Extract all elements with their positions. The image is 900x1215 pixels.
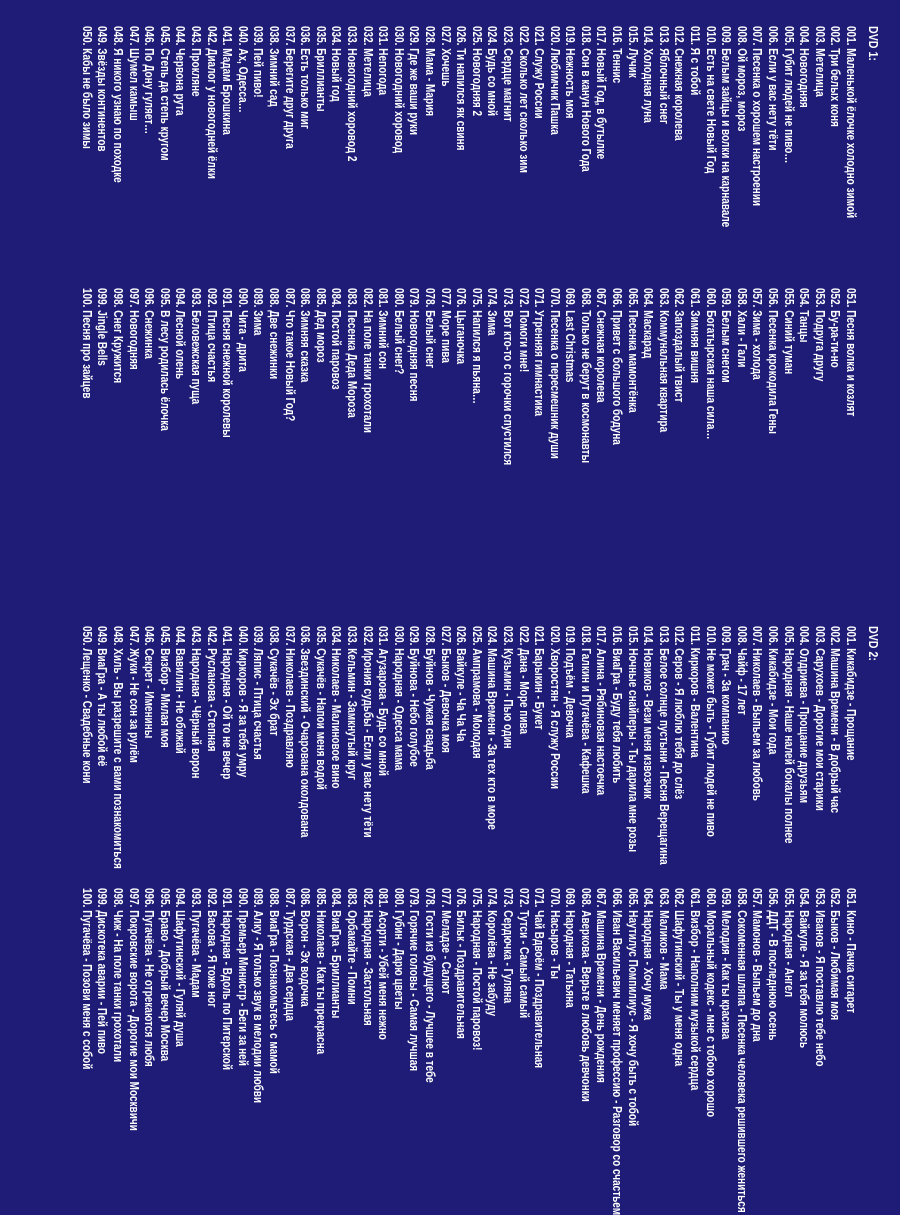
track-item: 075. Напился я пьяна… <box>469 288 484 404</box>
track-item: 076. Бильк - Поздравительная <box>454 888 469 1039</box>
track-item: 008. Ой мороз, мороз <box>734 26 749 132</box>
track-item: 100. Песня про зайцев <box>79 288 94 399</box>
track-item: 005. Народная - Наше налей бокалы полнее <box>781 626 796 844</box>
dvd-2-tracks-1-50 <box>78 626 858 902</box>
track-item: 041. Народная - Ой то не вечер <box>220 626 235 780</box>
track-item: 095. В лесу родилась ёлочка <box>157 288 172 431</box>
track-item: 077. Море пива <box>438 288 453 363</box>
track-item: 003. Сарухоев - Дорогие мои старики <box>812 626 827 811</box>
track-item: 092. Птица счастья <box>204 288 219 383</box>
track-item: 071. Чай Вдвоём - Поздравительная <box>532 888 547 1069</box>
track-item: 088. ВиаГра - Познакомьтесь с мамой <box>267 888 282 1074</box>
track-item: 024. Будь со мной <box>485 26 500 117</box>
track-item: 073. Сердючка - Гуляна <box>500 888 515 1004</box>
track-item: 089. Алку - Я только звук в мелодии любви <box>251 888 266 1104</box>
track-item: 006. Если у вас нету тёти <box>766 26 781 151</box>
track-item: 073. Вот кто-то с горочки спустился <box>500 288 515 466</box>
track-item: 023. Кузьмин - Пью один <box>500 626 515 749</box>
track-item: 044. Червона рута <box>173 26 188 116</box>
track-item: 090. Чита - дрита <box>235 288 250 372</box>
dvd-1-tracks-51-100 <box>78 288 858 564</box>
track-item: 098. Чиж - На поле танки грохотали <box>111 888 126 1063</box>
track-item: 069. Народная - Татьяна <box>563 888 578 1008</box>
track-item: 039. Пей пиво! <box>251 26 266 98</box>
dvd-2-tracks-51-100 <box>78 888 858 1215</box>
track-item: 046. По Дону гуляет… <box>142 26 157 135</box>
track-item: 004. Новогодняя <box>797 26 812 108</box>
track-item: 010. Есть на свете Новый Год <box>703 26 718 174</box>
track-item: 057. Мамонов - Выпьем до дна <box>750 888 765 1042</box>
track-item: 096. Пугачёва - Не отрекаются любя <box>142 888 157 1067</box>
track-item: 086. Зимняя сказка <box>298 288 313 383</box>
track-item: 015. Ночные снайперы - Ты дарила мне розы <box>625 626 640 853</box>
track-item: 028. Буйнов - Чужая свадьба <box>422 626 437 770</box>
track-item: 092. Васова - Я тоже ног <box>204 888 219 1008</box>
track-item: 017. Новый Год, в бутылке <box>594 26 609 160</box>
track-item: 035. Бриллианты <box>313 26 328 112</box>
track-item: 037. Берегите друг друга <box>282 26 297 149</box>
track-item: 094. Лесной олень <box>173 288 188 380</box>
track-item: 040. Ах, Одесса… <box>235 26 250 113</box>
track-item: 095. Браво - Добрый вечер Москва <box>157 888 172 1062</box>
track-item: 076. Цыганочка <box>454 288 469 365</box>
track-item: 065. Песенка мамонтёнка <box>625 288 640 413</box>
track-item: 098. Снег Кружится <box>111 288 126 384</box>
track-item: 099. Дискотека аварии - Пей пиво <box>95 888 110 1055</box>
track-item: 051. Песня волка и козлят <box>844 288 858 417</box>
track-item: 034. Новый год <box>329 26 344 102</box>
track-item: 054. Вайкуле - Я за тебя молюсь <box>797 888 812 1048</box>
track-item: 032. Метелица <box>360 26 375 97</box>
track-item: 029. Буйнова - Небо голубое <box>407 626 422 767</box>
track-item: 038. Сукачёв - Эх брат <box>267 626 282 736</box>
track-item: 031. Агузарова - Будь со мной <box>376 626 391 776</box>
track-item: 099. Jingle Bells <box>95 288 110 366</box>
track-item: 008. Чайф - 17 лет <box>734 626 749 716</box>
track-item: 050. Лещенко - Свадебные кони <box>79 626 94 784</box>
track-item: 001. Маленькой ёлочке холодно зимой <box>844 26 858 219</box>
track-item: 058. Сокоменная шляпа - Песенка человека решившего жениться <box>734 888 749 1213</box>
track-item: 034. Николаев - Малиновое вино <box>329 626 344 789</box>
track-item: 012. Снежная королева <box>672 26 687 141</box>
track-item: 026. Вайкуле - Ча Ча Ча <box>454 626 469 742</box>
dvd-2-panel <box>0 600 900 1215</box>
track-item: 020. Любимчик Пашка <box>547 26 562 135</box>
track-item: 079. Горячие головы - Самая лучшая <box>407 888 422 1072</box>
track-item: 064. Народная - Хочу мужа <box>641 888 656 1021</box>
track-item: 068. Аверкова - Верьте в любовь девчонки <box>578 888 593 1102</box>
track-item: 097. Покровские ворота - Дорогие мои Москвичи <box>126 888 141 1131</box>
track-item: 063. Маликов - Мама <box>656 888 671 990</box>
track-item: 017. Алина - Рябиновая настоечка <box>594 626 609 796</box>
track-item: 045. Степь да степь кругом <box>157 26 172 161</box>
track-item: 077. Меладзе - Салют <box>438 888 453 995</box>
track-item: 055. Синий туман <box>781 288 796 375</box>
track-item: 066. Иван Васильевич меняет профессию - Разговор со счастьем <box>610 888 625 1215</box>
track-item: 027. Быков - Девочка моя <box>438 626 453 753</box>
track-item: 093. Пугачёва - Мадам <box>189 888 204 998</box>
track-item: 072. Тутси - Самый самый <box>516 888 531 1019</box>
track-item: 044. Вавилин - Не обижай <box>173 626 188 754</box>
track-item: 054. Танцы <box>797 288 812 343</box>
track-item: 007. Песенка о хорошем настроении <box>750 26 765 207</box>
track-item: 002. Три белых коня <box>828 26 843 127</box>
track-item: 025. Ампрамова - Молодая <box>469 626 484 759</box>
dvd-1-tracks-1-50 <box>78 26 858 302</box>
track-item: 009. Грач - За компанию <box>719 626 734 745</box>
track-item: 080. Губин - Дарю цветы <box>391 888 406 1010</box>
track-item: 011. Киркоров - Валентина <box>688 626 703 758</box>
track-item: 075. Народная - Постой паровоз! <box>469 888 484 1051</box>
track-item: 010. Не может быть - Губит людей не пиво <box>703 626 718 837</box>
dvd-1-panel <box>0 0 900 600</box>
track-item: 056. ДДТ - В последнюю осень <box>766 888 781 1041</box>
track-item: 036. Есть только миг <box>298 26 313 129</box>
track-item: 027. Хочешь <box>438 26 453 87</box>
track-item: 083. Орбакайте - Помни <box>345 888 359 1005</box>
track-item: 012. Серов - Я люблю тебя до слёз <box>672 626 687 800</box>
track-item: 093. Беловежская пуща <box>189 288 204 405</box>
track-item: 083. Песенка Деда Мороза <box>345 288 359 418</box>
track-item: 009. Белым зайцы и волки на карнавале <box>719 26 734 228</box>
track-item: 088. Две снежинки <box>267 288 282 380</box>
track-item: 078. Гости из будущего - Лучшее в тебе <box>422 888 437 1083</box>
track-item: 039. Ляпис - Птица счастья <box>251 626 266 760</box>
track-item: 016. ВиаГра - Буду тебя любить <box>610 626 625 784</box>
track-item: 062. Шафутинский - Ты у меня одна <box>672 888 687 1067</box>
track-item: 090. Премьер Министр - Беги за ней <box>235 888 250 1066</box>
track-item: 051. Кино - Пачка сигарет <box>844 888 858 1014</box>
track-item: 059. Мелодия - Как ты красива <box>719 888 734 1040</box>
track-item: 042. Диалог у новогодней ёлки <box>204 26 219 179</box>
track-item: 094. Шафутинский - Гуляй душа <box>173 888 188 1047</box>
track-item: 001. Кикабидзе - Прощание <box>844 626 858 761</box>
track-item: 002. Машина Времени - В добрый час <box>828 626 843 814</box>
track-item: 019. Подъём - Девочка <box>563 626 578 738</box>
track-item: 091. Народная - Вдоль по Питерской <box>220 888 235 1071</box>
track-item: 036. Звездинский - Очарована околдована <box>298 626 313 838</box>
track-item: 069. Last Christmas <box>563 288 578 383</box>
track-item: 074. Зима <box>485 288 500 336</box>
track-item: 045. Визбор - Милая моя <box>157 626 172 748</box>
track-item: 062. Запоздалый твист <box>672 288 687 403</box>
track-item: 068. Только не берут в космонавты <box>578 288 593 464</box>
dvd-1-title: DVD 1: <box>866 26 881 61</box>
track-item: 087. Что такое Новый Год? <box>282 288 297 422</box>
track-item: 070. Насыров - Ты <box>547 888 562 979</box>
track-item: 032. Ирония судьбы - Если у вас нету тёти <box>360 626 375 838</box>
track-item: 020. Хворостян - Я служу России <box>547 626 562 790</box>
track-item: 067. Снежная королева <box>594 288 609 403</box>
track-item: 071. Утренняя гимнастика <box>532 288 547 417</box>
track-item: 014. Новиков - Вези меня извозчик <box>641 626 656 799</box>
track-item: 074. Королёва - Не забуду <box>485 888 500 1017</box>
track-item: 079. Новогодняя песня <box>407 288 422 402</box>
track-item: 047. Шумел камыш <box>126 26 141 121</box>
track-item: 046. Секрет - Именины <box>142 626 157 739</box>
track-item: 048. Я никого узнаю по походке <box>111 26 126 183</box>
track-item: 081. Асорти - Убей меня нежно <box>376 888 391 1040</box>
track-item: 097. Новогодняя <box>126 288 141 370</box>
track-item: 016. Теннис <box>610 26 625 84</box>
track-item: 022. Дана - Море пива <box>516 626 531 735</box>
track-item: 059. Белым снегом <box>719 288 734 383</box>
track-item: 049. ВиаГра - А ты любой её <box>95 626 110 767</box>
track-item: 060. Богатырская наша сила… <box>703 288 718 440</box>
track-item: 091. Песня снежной королевы <box>220 288 235 438</box>
track-item: 053. Иванов - Я поставлю тебе небо <box>812 888 827 1067</box>
track-item: 014. Холодная луна <box>641 26 656 123</box>
track-item: 063. Коммунальная квартира <box>656 288 671 433</box>
track-item: 013. Яблочный снег <box>656 26 671 125</box>
track-item: 066. Привет с большого бодуна <box>610 288 625 445</box>
track-item: 003. Метелица <box>812 26 827 97</box>
track-item: 060. Моральный кодекс - мне с тобою хорошо <box>703 888 718 1118</box>
track-item: 025. Новогодняя 2 <box>469 26 484 117</box>
track-item: 011. Я с тобой <box>688 26 703 96</box>
track-item: 047. Жуки - Не сон за рулём <box>126 626 141 763</box>
track-item: 058. Хали - Гали <box>734 288 749 368</box>
track-item: 043. Народная - Чёрный ворон <box>189 626 204 779</box>
track-item: 048. Хиль - Вы разрешите с вами познакомиться <box>111 626 126 869</box>
track-item: 041. Мадам Брошкина <box>220 26 235 135</box>
track-item: 038. Зимний сад <box>267 26 282 107</box>
track-item: 015. Лучик <box>625 26 640 78</box>
track-item: 096. Снежинка <box>142 288 157 359</box>
track-item: 006. Кикабидзе - Мои года <box>766 626 781 755</box>
track-item: 031. Непогода <box>376 26 391 96</box>
track-item: 030. Новогодний хоровод <box>391 26 406 154</box>
track-item: 033. Новогодний хоровод 2 <box>345 26 359 162</box>
track-item: 100. Пугачёва - Позови меня с собой <box>79 888 94 1070</box>
track-item: 084. ВиаГра - Бриллианты <box>329 888 344 1019</box>
track-item: 035. Сукачёв - Напои меня водой <box>313 626 328 790</box>
track-item: 005. Губит людей не пиво… <box>781 26 796 164</box>
track-item: 070. Песенка о пересмешник души <box>547 288 562 459</box>
track-item: 040. Киркоров - Я за тебя умру <box>235 626 250 778</box>
track-item: 087. Турдская - Два сердца <box>282 888 297 1021</box>
track-item: 078. Белый снег <box>422 288 437 369</box>
track-item: 026. Ти напился як свиня <box>454 26 469 151</box>
track-item: 052. Бу-ра-ти-но <box>828 288 843 368</box>
track-item: 081. Зимний сон <box>376 288 391 369</box>
track-item: 084. Постой паровоз <box>329 288 344 390</box>
track-item: 030. Народная - Одесса мама <box>391 626 406 771</box>
track-item: 019. Нежность моя <box>563 26 578 119</box>
track-item: 085. Николаев - Как ты прекрасна <box>313 888 328 1055</box>
track-item: 052. Быков - Любимая моя <box>828 888 843 1021</box>
track-item: 061. Зимняя вишня <box>688 288 703 384</box>
track-item: 021. Служу России <box>532 26 547 119</box>
track-item: 057. Зима - холода <box>750 288 765 380</box>
track-item: 053. Подруга другу <box>812 288 827 382</box>
track-item: 013. Белое солнце пустыни - Песня Верещагина <box>656 626 671 865</box>
track-item: 024. Машина Времени - За тех кто в море <box>485 626 500 830</box>
track-item: 023. Сердце магнит <box>500 26 515 122</box>
track-item: 050. Кабы не было зимы <box>79 26 94 149</box>
track-item: 061. Визбор - Наполним музыкой сердца <box>688 888 703 1091</box>
track-item: 037. Николаев - Поздравляю <box>282 626 297 768</box>
track-item: 082. Народная - Застольная <box>360 888 375 1026</box>
track-item: 086. Ворон - Эх водочка <box>298 888 313 1007</box>
track-item: 033. Кельмин - Замкнутый круг <box>345 626 359 780</box>
track-item: 085. Дед мороз <box>313 288 328 363</box>
track-item: 064. Маскарад <box>641 288 656 359</box>
track-item: 049. Звёзды континентов <box>95 26 110 152</box>
track-item: 007. Николаев - Выпьем за любовь <box>750 626 765 801</box>
track-item: 082. На поле танки грохотали <box>360 288 375 433</box>
track-item: 021. Барыкин - Букет <box>532 626 547 730</box>
track-item: 028. Мама - Мария <box>422 26 437 117</box>
track-item: 029. Где же ваши руки <box>407 26 422 136</box>
track-item: 022. Сколько лет сколько зим <box>516 26 531 173</box>
track-item: 043. Прокляне <box>189 26 204 97</box>
track-item: 018. Сон в канун Нового Года <box>578 26 593 172</box>
track-item: 080. Белый снег? <box>391 288 406 375</box>
track-item: 065. Наутилус Помпилиус - Я хочу быть с тобой <box>625 888 640 1127</box>
track-item: 072. Помоги мне! <box>516 288 531 373</box>
track-item: 055. Народная - Ангел <box>781 888 796 998</box>
track-item: 018. Галкин и Пугачёва - Кафешка <box>578 626 593 794</box>
track-item: 004. Олдриева - Прощание друзьям <box>797 626 812 804</box>
track-item: 056. Песенка крокодила Гены <box>766 288 781 434</box>
track-item: 042. Русланова - Степная <box>204 626 219 752</box>
track-item: 067. Машина Времени - День рождения <box>594 888 609 1083</box>
track-item: 089. Зима <box>251 288 266 336</box>
dvd-2-title: DVD 2: <box>866 626 881 661</box>
